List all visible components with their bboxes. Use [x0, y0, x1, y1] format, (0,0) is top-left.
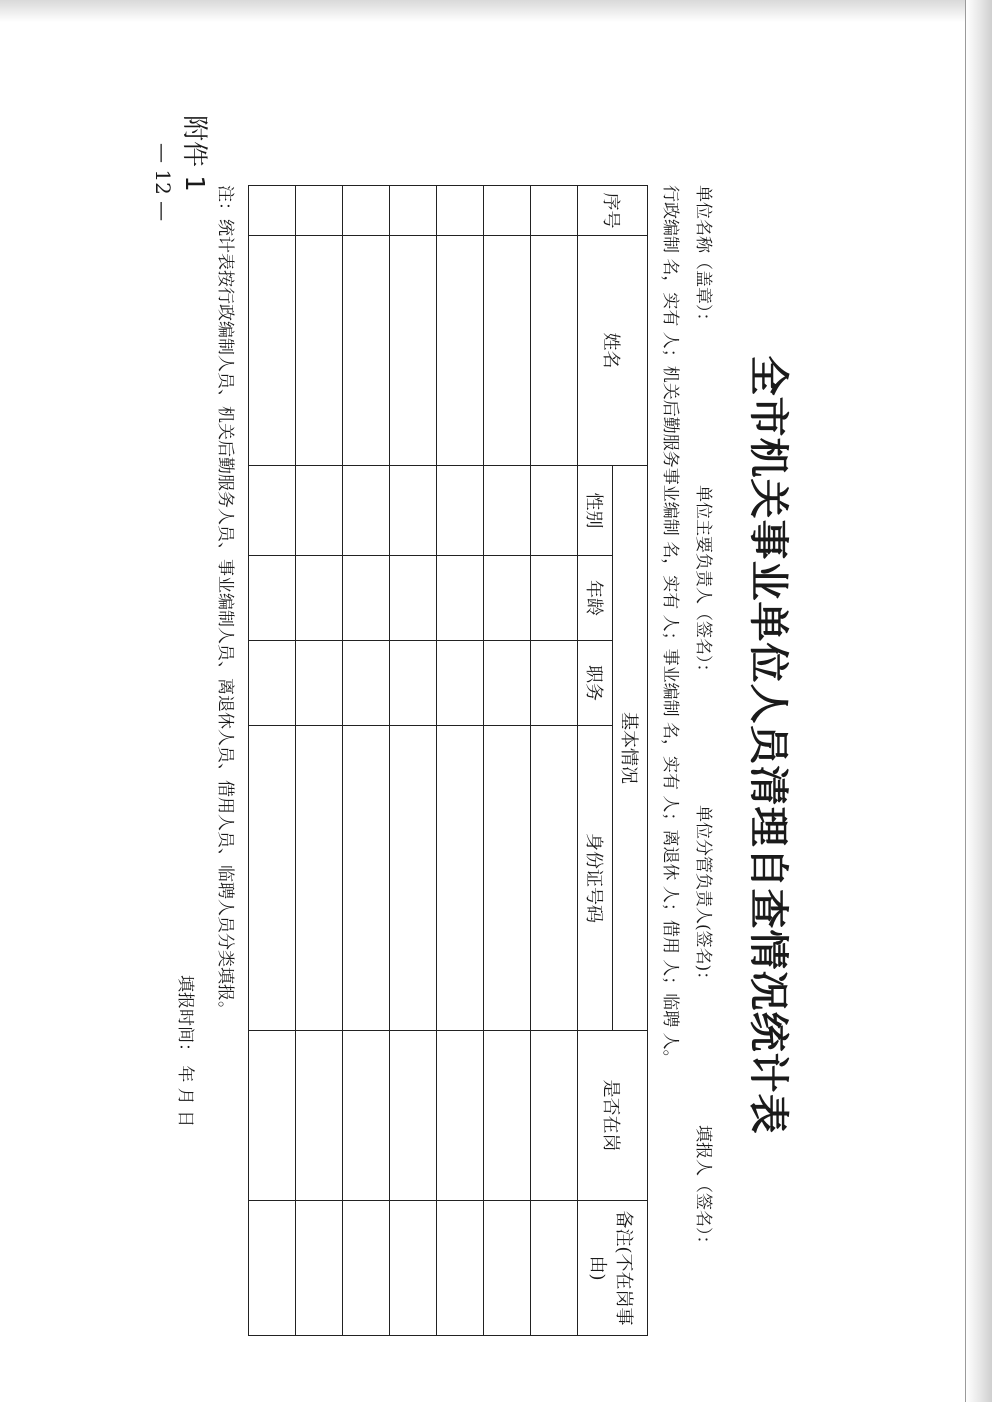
table-cell[interactable]	[296, 641, 343, 726]
table-cell[interactable]	[343, 726, 390, 1031]
table-cell[interactable]	[249, 726, 296, 1031]
col-header-remark: 备注(不在岗事由)	[578, 1201, 648, 1336]
table-cell[interactable]	[249, 236, 296, 466]
table-cell[interactable]	[390, 186, 437, 236]
table-cell[interactable]	[249, 556, 296, 641]
table-cell[interactable]	[437, 186, 484, 236]
rotated-page	[140, 115, 830, 1375]
table-row	[531, 186, 578, 1336]
table-cell[interactable]	[343, 556, 390, 641]
table-cell[interactable]	[484, 236, 531, 466]
table-cell[interactable]	[249, 186, 296, 236]
table-cell[interactable]	[531, 726, 578, 1031]
main-leader-field: 单位主要负责人（签名）：	[693, 485, 713, 681]
table-cell[interactable]	[296, 466, 343, 556]
table-row	[484, 186, 531, 1336]
col-header-on-duty: 是否在岗	[578, 1031, 648, 1201]
table-cell[interactable]	[390, 236, 437, 466]
scan-shadow-top	[0, 0, 992, 22]
table-cell[interactable]	[531, 1201, 578, 1336]
table-cell[interactable]	[343, 641, 390, 726]
table-cell[interactable]	[390, 466, 437, 556]
table-cell[interactable]	[437, 466, 484, 556]
statistics-table	[248, 185, 648, 1336]
table-row	[343, 186, 390, 1336]
table-cell[interactable]	[249, 1031, 296, 1201]
col-header-name: 姓名	[578, 236, 648, 466]
table-cell[interactable]	[343, 1031, 390, 1201]
col-header-seq: 序号	[578, 186, 648, 236]
table-cell[interactable]	[484, 186, 531, 236]
attachment-label: 附件 1	[179, 115, 209, 192]
table-cell[interactable]	[484, 726, 531, 1031]
table-cell[interactable]	[484, 1201, 531, 1336]
unit-name-field: 单位名称（盖章）：	[693, 185, 713, 330]
table-cell[interactable]	[390, 641, 437, 726]
fill-time-field: 填报时间： 年 月 日	[175, 975, 195, 1128]
table-cell[interactable]	[437, 1201, 484, 1336]
table-cell[interactable]	[484, 641, 531, 726]
table-cell[interactable]	[343, 186, 390, 236]
table-cell[interactable]	[390, 1031, 437, 1201]
table-cell[interactable]	[437, 641, 484, 726]
form-title: 全市机关事业单位人员清理自查情况统计表	[745, 355, 792, 1135]
table-cell[interactable]	[296, 556, 343, 641]
table-cell[interactable]	[437, 556, 484, 641]
deputy-leader-field: 单位分管负责人(签名)：	[693, 805, 713, 989]
table-cell[interactable]	[296, 186, 343, 236]
table-cell[interactable]	[484, 466, 531, 556]
page-number: — 12 —	[151, 143, 175, 222]
staffing-summary-line: 行政编制 名，实有 人；机关后勤服务事业编制 名，实有 人；事业编制 名，实有 人；离退休 人；借用 人；临聘 人。	[660, 185, 680, 1067]
table-cell[interactable]	[437, 726, 484, 1031]
table-row	[437, 186, 484, 1336]
table-cell[interactable]	[343, 1201, 390, 1336]
table-cell[interactable]	[531, 641, 578, 726]
table-row	[390, 186, 437, 1336]
scan-shadow-right	[966, 0, 992, 1402]
col-header-age: 年龄	[578, 556, 613, 641]
table-cell[interactable]	[531, 466, 578, 556]
table-cell[interactable]	[484, 556, 531, 641]
table-cell[interactable]	[390, 726, 437, 1031]
table-cell[interactable]	[437, 236, 484, 466]
table-cell[interactable]	[249, 1201, 296, 1336]
col-header-gender: 性别	[578, 466, 613, 556]
col-header-position: 职务	[578, 641, 613, 726]
scan-border-line	[965, 0, 966, 1402]
table-row	[249, 186, 296, 1336]
table-cell[interactable]	[531, 186, 578, 236]
table-cell[interactable]	[296, 236, 343, 466]
table-cell[interactable]	[296, 1201, 343, 1336]
table-cell[interactable]	[484, 1031, 531, 1201]
table-cell[interactable]	[249, 641, 296, 726]
table-cell[interactable]	[343, 236, 390, 466]
table-cell[interactable]	[437, 1031, 484, 1201]
table-cell[interactable]	[296, 726, 343, 1031]
table-cell[interactable]	[343, 466, 390, 556]
table-row	[296, 186, 343, 1336]
table-cell[interactable]	[390, 556, 437, 641]
table-cell[interactable]	[531, 1031, 578, 1201]
table-cell[interactable]	[531, 236, 578, 466]
reporter-field: 填报人（签名）：	[693, 1125, 713, 1253]
table-cell[interactable]	[531, 556, 578, 641]
table-cell[interactable]	[249, 466, 296, 556]
footnote: 注：统计表按行政编制人员、机关后勤服务人员、事业编制人员、离退休人员、借用人员、临聘人员分类填报。	[215, 185, 235, 1018]
col-header-id-number: 身份证号码	[578, 726, 613, 1031]
table-cell[interactable]	[296, 1031, 343, 1201]
table-cell[interactable]	[390, 1201, 437, 1336]
col-header-basic-info: 基本情况	[613, 466, 648, 1031]
